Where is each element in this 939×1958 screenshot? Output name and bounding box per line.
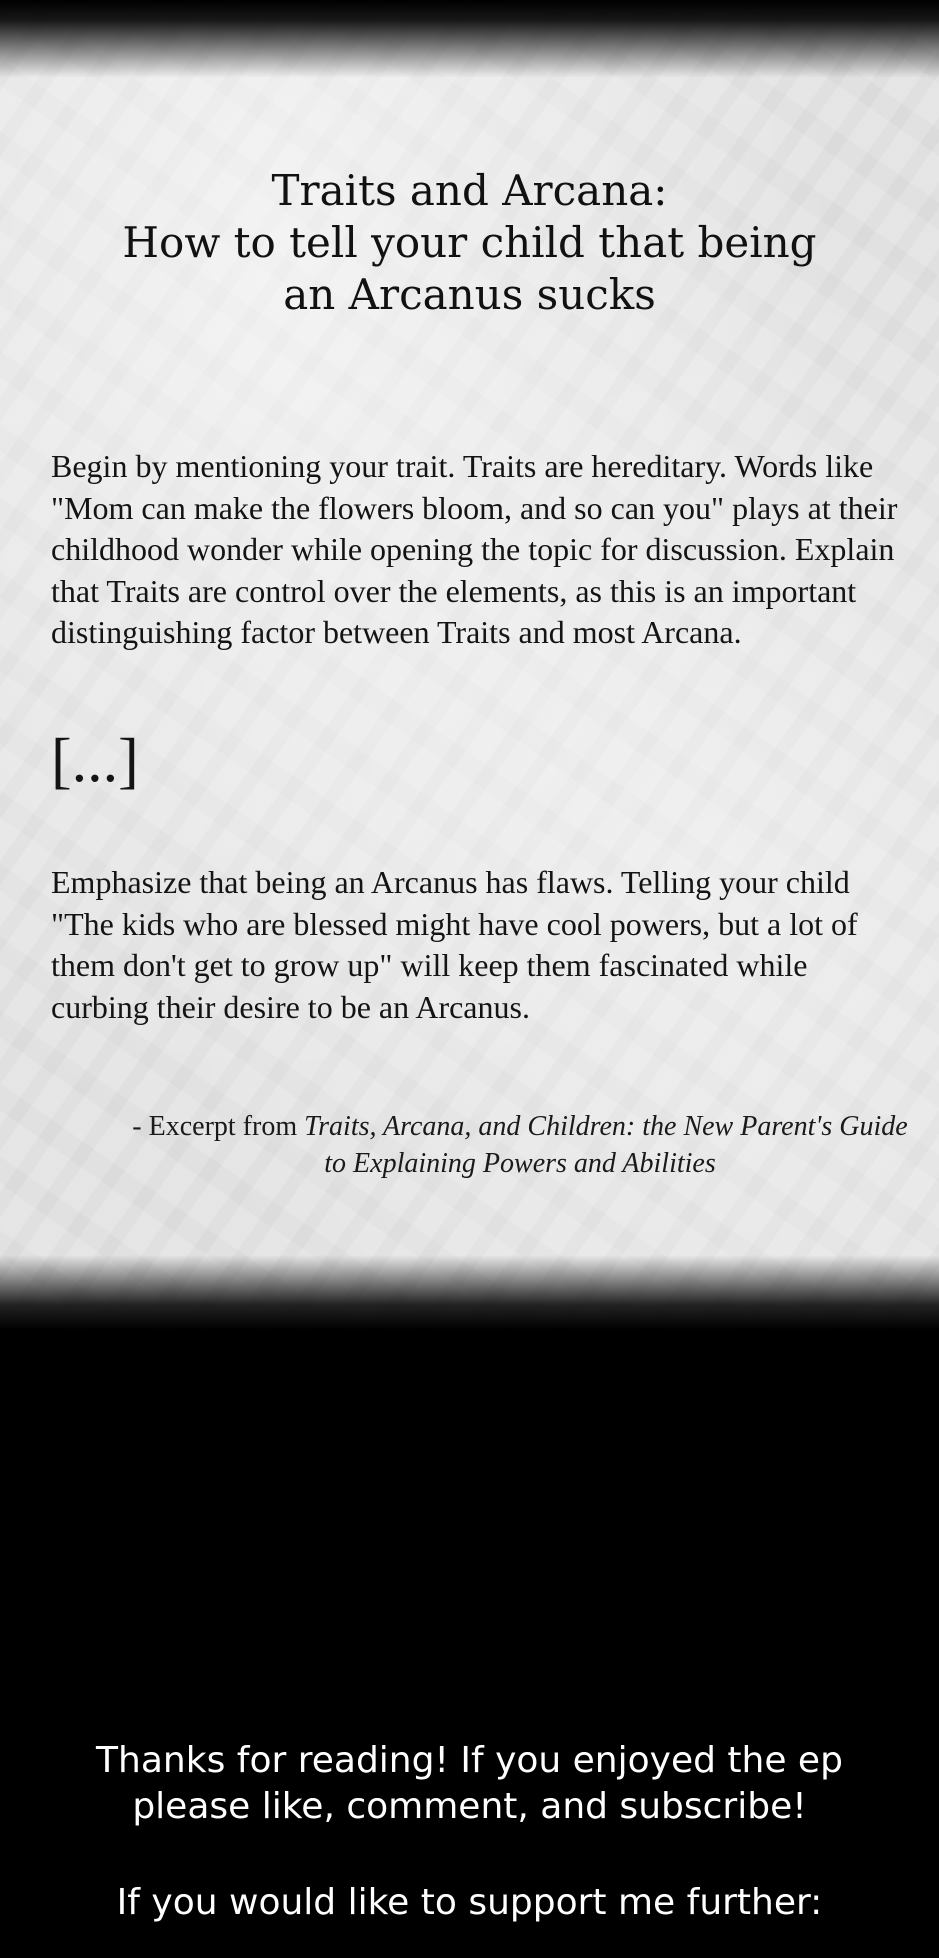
excerpt-attribution [120, 1108, 920, 1182]
title-line-1: Traits and Arcana: [271, 166, 668, 215]
page-title [0, 165, 939, 321]
omission-mark: [...] [51, 727, 139, 795]
footer-thanks-line-1: Thanks for reading! If you enjoyed the ep [96, 1740, 843, 1781]
footer-thanks-line-2: please like, comment, and subscribe! [132, 1786, 807, 1827]
excerpt-book-title: Traits, Arcana, and Children: the New Parent's Guide to Explaining Powers and Abilities [304, 1111, 908, 1179]
body-paragraph-2: Emphasize that being an Arcanus has flaws. Telling your child "The kids who are blessed might have cool powers, but a lot of them don't get to grow up" will keep them fascinated while curbing their desire to be an Arcanus. [51, 864, 858, 1025]
footer-thanks [0, 1738, 939, 1830]
title-line-3: an Arcanus sucks [283, 270, 656, 319]
footer-support: If you would like to support me further: [116, 1882, 823, 1923]
body-paragraph-1: Begin by mentioning your trait. Traits are hereditary. Words like "Mom can make the flowers bloom, and so can you" plays at their childhood wonder while opening the topic for discussion. Explain that Traits are control over the elements, as this is an important distinguishing factor between Traits and most Arcana. [51, 448, 898, 650]
excerpt-prefix: - Excerpt from [132, 1111, 305, 1142]
title-line-2: How to tell your child that being [122, 218, 817, 267]
